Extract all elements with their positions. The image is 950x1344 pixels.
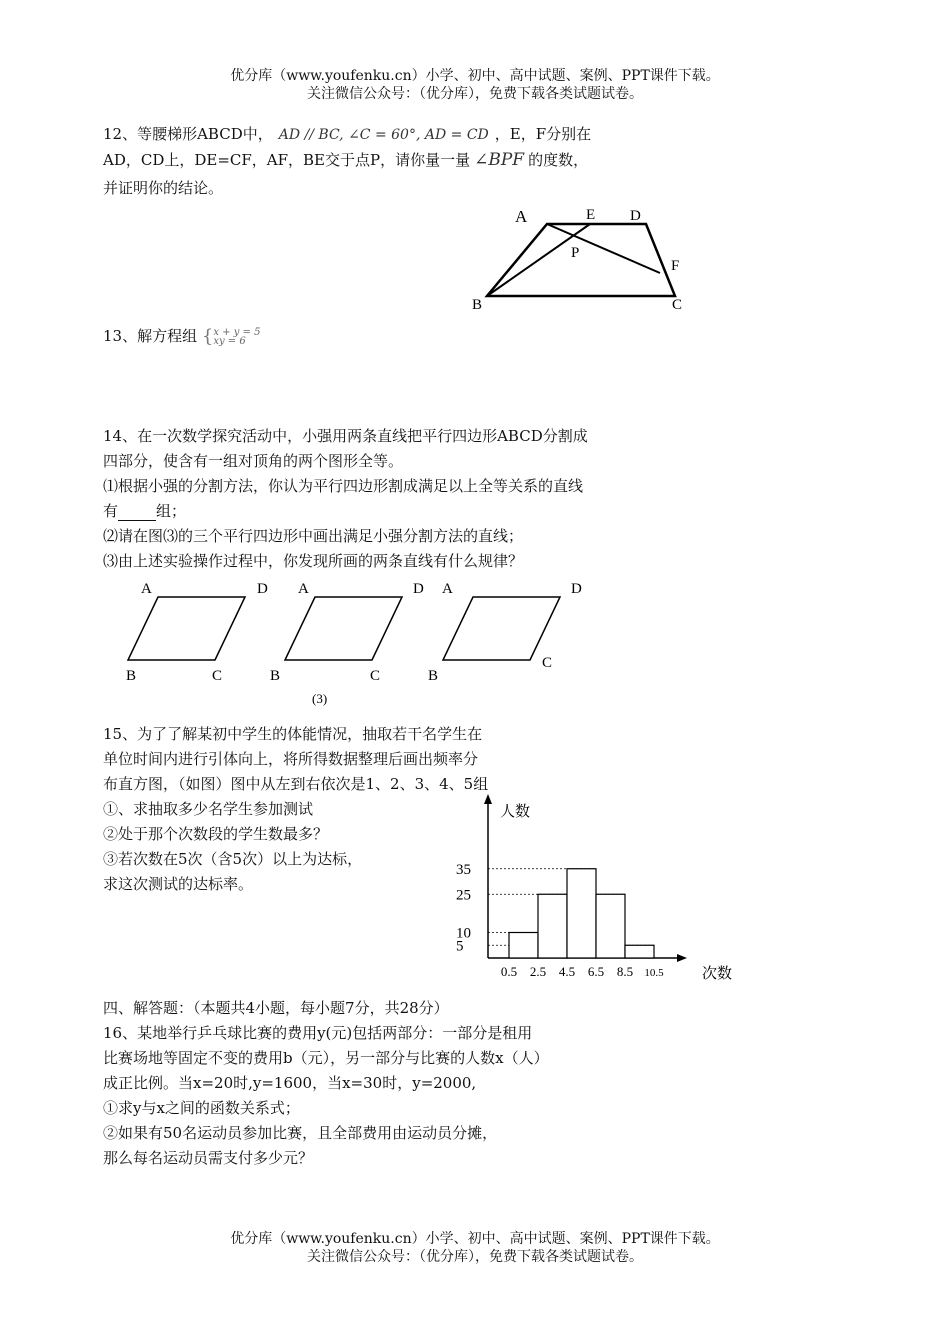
header-line-1: 优分库（www.youfenku.cn）小学、初中、高中试题、案例、PPT课件下载。 [230, 68, 720, 84]
p2-label-d: D [413, 581, 424, 597]
p3-label-b: B [428, 668, 439, 684]
q12-line-3: 并证明你的结论。 [103, 179, 224, 197]
p3-label-c: C [542, 655, 553, 671]
answer-blank[interactable] [118, 504, 156, 521]
y-axis-label: 人数 [500, 804, 531, 820]
q15-line-2: 单位时间内进行引体向上，将所得数据整理后画出频率分 [103, 750, 479, 768]
q13-line [103, 326, 260, 347]
q14-line-3: ⑴根据小强的分割方法，你认为平行四边形割成满足以上全等关系的直线 [103, 477, 584, 495]
q15-sub-1: ①、求抽取多少名学生参加测试 [103, 800, 314, 818]
q16-line-6: 那么每名运动员需支付多少元？ [103, 1149, 314, 1167]
q13-system [213, 328, 260, 346]
q13-eq1: x + y = 5 [213, 327, 261, 338]
label-a: A [515, 207, 528, 226]
section-4-title: 四、解答题：（本题共4小题，每小题7分，共28分） [103, 999, 449, 1017]
histogram-chart [440, 790, 750, 990]
label-d: D [630, 208, 641, 224]
histogram-bar-5 [625, 945, 654, 958]
q12-line2-prefix: AD，CD上，DE=CF，AF，BE交于点P，请你量一量 [103, 151, 471, 169]
x-axis-label: 次数 [702, 966, 733, 982]
header-line-2: 关注微信公众号：（优分库），免费下载各类试题试卷。 [307, 86, 643, 102]
x-tick-label: 0.5 [500, 964, 518, 979]
q14-line-2: 四部分，使含有一组对顶角的两个图形全等。 [103, 452, 404, 470]
brace-icon: { [201, 326, 214, 347]
x-tick-label: 4.5 [558, 964, 576, 979]
p3-label-d: D [571, 581, 582, 597]
y-tick-label: 5 [456, 938, 464, 955]
p2-label-c: C [370, 668, 381, 684]
q15-sub-4: 求这次测试的达标率。 [103, 875, 254, 893]
p2-label-b: B [270, 668, 281, 684]
p1-label-d: D [257, 581, 268, 597]
label-e: E [586, 207, 596, 223]
x-axis-arrow-icon [677, 954, 687, 962]
figure-caption: (3) [312, 691, 328, 706]
q15-line-3: 布直方图，（如图）图中从左到右依次是1、2、3、4、5组 [103, 775, 489, 793]
trapezoid-outline [487, 224, 675, 296]
label-f: F [671, 258, 680, 274]
histogram-bar-3 [567, 869, 596, 958]
q12-trapezoid-figure [460, 200, 700, 315]
q15-sub-2: ②处于那个次数段的学生数最多？ [103, 825, 329, 843]
q12-angle: ∠BPF [474, 150, 525, 170]
q14-line-4 [103, 501, 186, 521]
parallelogram-3 [443, 597, 560, 660]
y-tick-label: 35 [456, 861, 471, 878]
q13-eq2: xy = 6 [213, 336, 246, 347]
q14-line4-suffix: 组； [156, 502, 187, 520]
footer-line-1: 优分库（www.youfenku.cn）小学、初中、高中试题、案例、PPT课件下载。 [230, 1231, 720, 1247]
q16-line-3: 成正比例。当x=20时,y=1600，当x=30时，y=2000, [103, 1074, 477, 1092]
p1-label-b: B [126, 668, 137, 684]
footer-line-2: 关注微信公众号：（优分库），免费下载各类试题试卷。 [307, 1249, 643, 1265]
q12-line-1 [103, 124, 591, 145]
y-tick-label: 10 [456, 925, 471, 942]
q12-condition: AD // BC, ∠C = 60°, AD = CD [278, 127, 489, 143]
histogram-bar-4 [596, 894, 625, 958]
q12-prefix: 12、等腰梯形ABCD中， [103, 125, 273, 143]
p3-label-a: A [442, 581, 453, 597]
q14-line-1: 14、在一次数学探究活动中，小强用两条直线把平行四边形ABCD分割成 [103, 427, 588, 445]
q16-line-2: 比赛场地等固定不变的费用b（元），另一部分与比赛的人数x（人） [103, 1049, 549, 1067]
q15-sub-3: ③若次数在5次（含5次）以上为达标， [103, 850, 363, 868]
label-b: B [472, 297, 483, 313]
q14-parallelograms-figure [100, 575, 620, 710]
x-tick-label: 10.5 [644, 967, 664, 979]
p2-label-a: A [298, 581, 309, 597]
q13-prefix: 13、解方程组 [103, 327, 198, 345]
segment-af [547, 224, 660, 273]
q12-line2-suffix: 的度数， [528, 151, 589, 169]
q12-suffix: ，E，F分别在 [494, 125, 592, 143]
parallelogram-2 [285, 597, 402, 660]
y-axis-arrow-icon [484, 794, 492, 804]
histogram-bar-1 [509, 933, 538, 959]
q14-line-6: ⑶由上述实验操作过程中，你发现所画的两条直线有什么规律？ [103, 552, 524, 570]
parallelogram-1 [128, 597, 245, 660]
q16-line-5: ②如果有50名运动员参加比赛，且全部费用由运动员分摊， [103, 1124, 498, 1142]
label-c: C [672, 297, 683, 313]
q16-line-1: 16、某地举行乒乓球比赛的费用y(元)包括两部分：一部分是租用 [103, 1024, 533, 1042]
q14-line-5: ⑵请在图⑶的三个平行四边形中画出满足小强分割方法的直线； [103, 527, 524, 545]
q14-line4-prefix: 有 [103, 502, 119, 520]
q12-line-2 [103, 150, 588, 170]
x-tick-label: 6.5 [587, 964, 605, 979]
q16-line-4: ①求y与x之间的函数关系式； [103, 1099, 300, 1117]
p1-label-c: C [212, 668, 223, 684]
y-tick-label: 25 [456, 887, 471, 904]
histogram-bar-2 [538, 894, 567, 958]
q15-line-1: 15、为了了解某初中学生的体能情况，抽取若干名学生在 [103, 725, 483, 743]
label-p: P [571, 245, 580, 261]
p1-label-a: A [141, 581, 152, 597]
x-tick-label: 8.5 [616, 964, 634, 979]
x-tick-label: 2.5 [529, 964, 547, 979]
